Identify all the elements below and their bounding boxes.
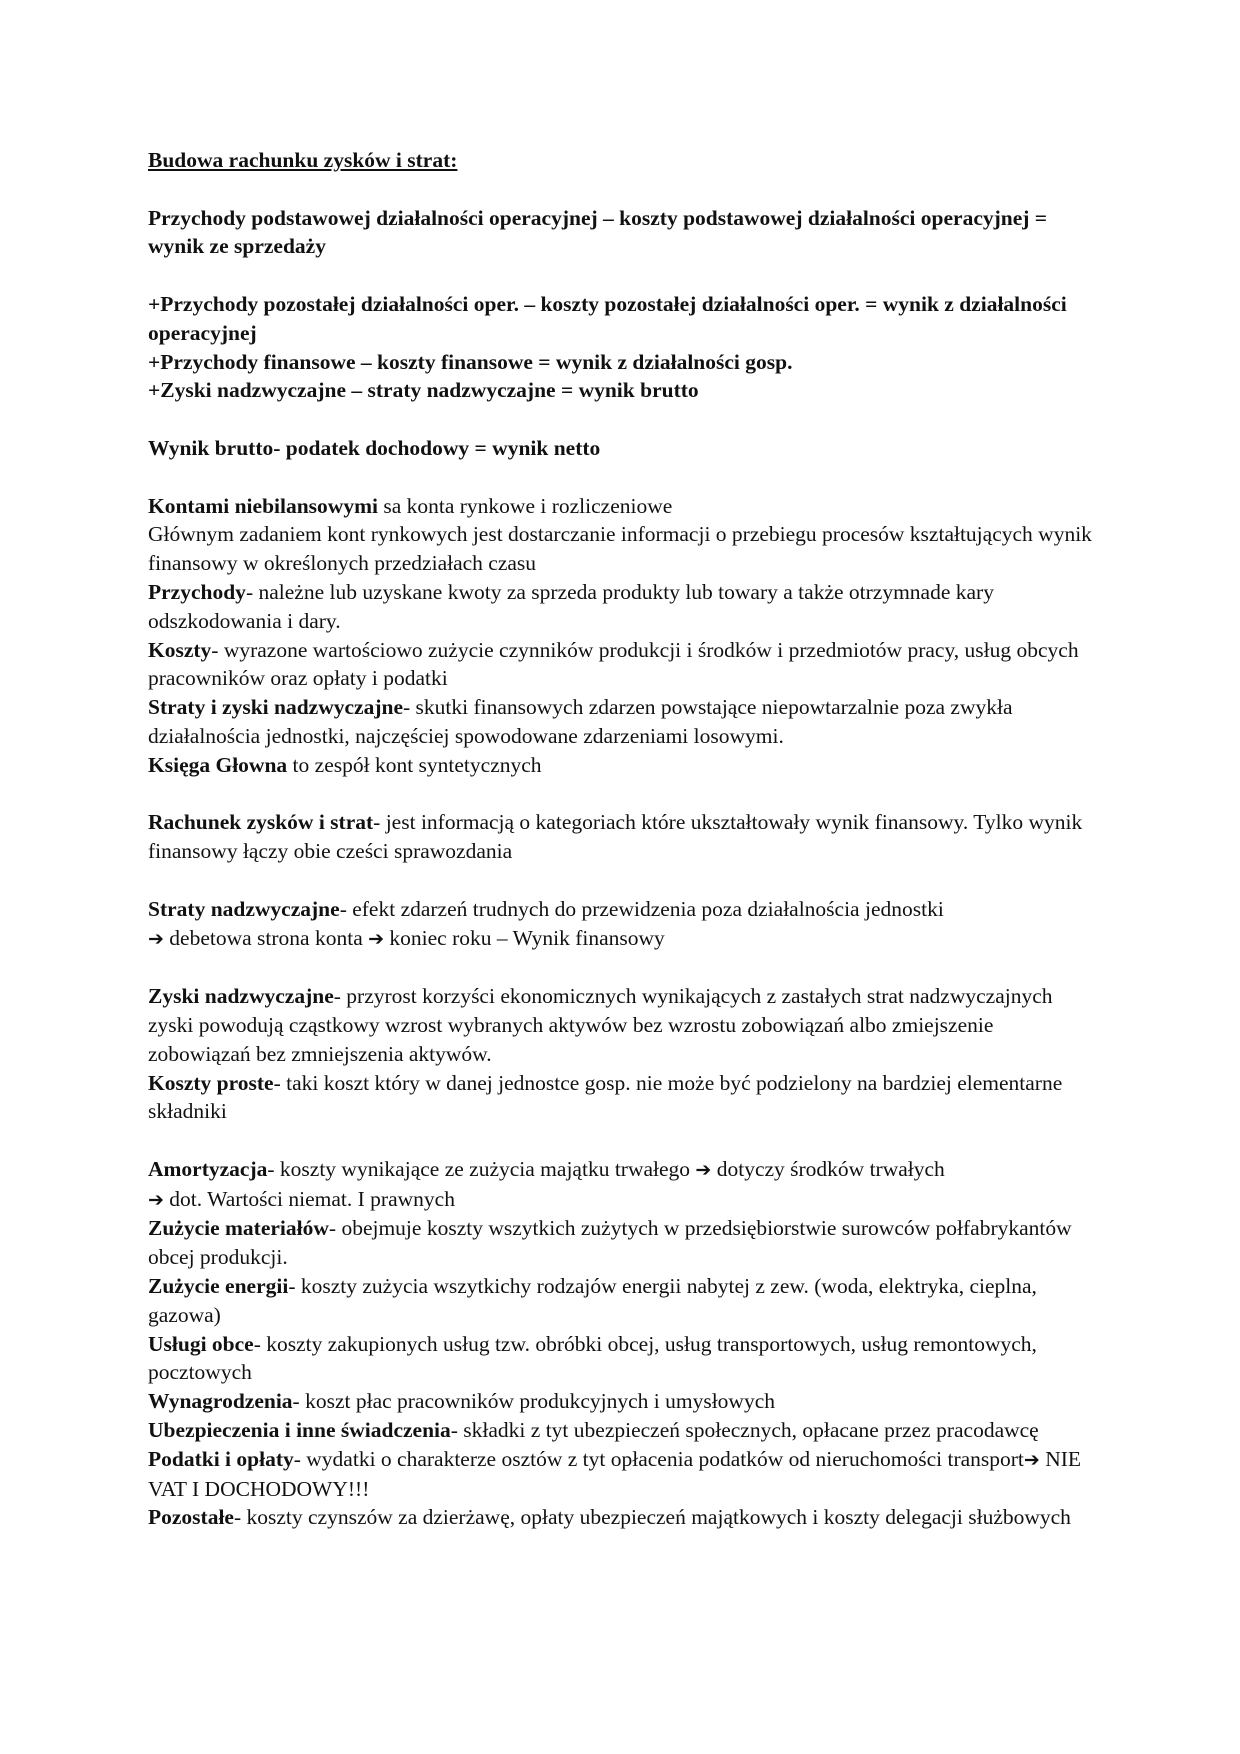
arrow-right-icon: ➔: [1023, 1448, 1040, 1471]
def-ubezpieczenia: [148, 1416, 1098, 1445]
term: Koszty proste: [148, 1070, 274, 1095]
def-koszty: [148, 636, 1098, 694]
def-amortyzacja: [148, 1155, 1098, 1185]
formula-operating-result: +Przychody pozostałej działalności oper. – koszty pozostałej działalności oper. = wynik z działalności operacyjnej: [148, 291, 1067, 345]
flow-text: dotyczy środków trwałych: [711, 1156, 945, 1181]
def-ksiega-glowna: [148, 751, 1098, 780]
definition: - wydatki o charakterze osztów z tyt opłacenia podatków od nieruchomości transport: [293, 1446, 1024, 1471]
def-przychody: [148, 578, 1098, 636]
def-zuzycie-energii: [148, 1272, 1098, 1330]
definition: - koszty zakupionych usług tzw. obróbki obcej, usług transportowych, usług remontowych, pocztowych: [148, 1331, 1037, 1385]
definition: - obejmuje koszty wszytkich zużytych w przedsiębiorstwie surowców połfabrykantów obcej produkcji.: [148, 1216, 1072, 1270]
arrow-right-icon: ➔: [148, 927, 164, 950]
def-glownym-zadaniem: Głównym zadaniem kont rynkowych jest dostarczanie informacji o przebiegu procesów kształtujących wynik finansowy w określonych przedziałach czasu: [148, 522, 1092, 576]
term: Ubezpieczenia i inne świadczenia: [148, 1418, 451, 1443]
definition: - skutki finansowych zdarzen powstające niepowtarzalnie poza zwykła działalnościa jednostki, najczęściej spowodowane zdarzeniami losowymi.: [148, 695, 1013, 748]
term: Zużycie materiałów: [148, 1216, 329, 1241]
amortyzacja-flow: [148, 1185, 1098, 1215]
definition: - koszty zużycia wszytkichy rodzajów energii nabytej z zew. (woda, elektryka, cieplna, gazowa): [148, 1274, 1037, 1327]
flow-text: NIE VAT I DOCHODOWY!!!: [148, 1446, 1082, 1501]
definition: - wyrazone wartościowo zużycie czynników produkcji i środków i przedmiotów pracy, usług obcych pracowników oraz opłaty i podatki: [148, 637, 1079, 691]
def-podatki-i-oplaty: [148, 1445, 1098, 1504]
arrow-right-icon: ➔: [368, 927, 385, 950]
definition: - koszty wynikające ze zużycia majątku trwałego: [267, 1156, 696, 1181]
term: Usługi obce: [148, 1331, 254, 1356]
formula-net-result: Wynik brutto- podatek dochodowy = wynik netto: [148, 435, 601, 460]
formula-gross-result: +Zyski nadzwyczajne – straty nadzwyczajne = wynik brutto: [148, 378, 699, 403]
term: Pozostałe: [148, 1505, 234, 1530]
flow-text: debetowa strona konta: [163, 925, 369, 950]
def-uslugi-obce: [148, 1330, 1098, 1388]
term: Kontami niebilansowymi: [148, 493, 378, 518]
definition: - koszty czynszów za dzierżawę, opłaty ubezpieczeń majątkowych i koszty delegacji służbowych: [233, 1505, 1071, 1530]
definition: - przyrost korzyści ekonomicznych wynikających z zastałych strat nadzwyczajnych zyski powodują cząstkowy wzrost wybranych aktywów bez wzrostu zobowiązań albo zmiejszenie zobowiązań bez zmniejszenia aktywów.: [148, 984, 1053, 1066]
term: Straty nadzwyczajne: [148, 896, 340, 921]
def-wynagrodzenia: [148, 1387, 1098, 1416]
term: Zyski nadzwyczajne: [148, 984, 334, 1009]
definition: - jest informacją o kategoriach które ukształtowały wynik finansowy. Tylko wynik finansowy łączy obie cześci sprawozdania: [148, 810, 1083, 864]
definition: - składki z tyt ubezpieczeń społecznych, opłacane przez pracodawcę: [450, 1418, 1039, 1443]
definition: - koszt płac pracowników produkcyjnych i umysłowych: [292, 1389, 775, 1414]
def-kontami-niebilansowymi: [148, 492, 1098, 521]
term: Przychody: [148, 579, 246, 604]
definition: to zespół kont syntetycznych: [287, 752, 542, 777]
term: Podatki i opłaty: [148, 1446, 294, 1471]
def-pozostale: [148, 1503, 1098, 1532]
document-page: [148, 146, 1098, 1532]
arrow-right-icon: ➔: [695, 1158, 712, 1181]
term: Straty i zyski nadzwyczajne: [148, 695, 403, 720]
flow-text: dot. Wartości niemat. I prawnych: [163, 1186, 455, 1211]
def-straty-i-zyski: [148, 693, 1098, 751]
term: Wynagrodzenia: [148, 1389, 293, 1414]
definition: - taki koszt który w danej jednostce gosp. nie może być podzielony na bardziej elementarne składniki: [148, 1070, 1063, 1124]
definition: sa konta rynkowe i rozliczeniowe: [377, 493, 673, 518]
arrow-right-icon: ➔: [148, 1188, 164, 1211]
term: Amortyzacja: [148, 1156, 268, 1181]
definition: - efekt zdarzeń trudnych do przewidzenia poza działalnościa jednostki: [339, 896, 944, 921]
formula-sales-result: Przychody podstawowej działalności operacyjnej – koszty podstawowej działalności operacyjnej = wynik ze sprzedaży: [148, 205, 1048, 259]
def-zuzycie-materialow: [148, 1214, 1098, 1272]
term: Koszty: [148, 637, 212, 662]
straty-flow: [148, 924, 1098, 954]
def-zyski-nadzwyczajne: [148, 982, 1098, 1068]
term: Rachunek zysków i strat: [148, 810, 374, 835]
formula-business-result: +Przychody finansowe – koszty finansowe = wynik z działalności gosp.: [148, 349, 793, 374]
document-title: Budowa rachunku zysków i strat:: [148, 148, 458, 172]
definition: - należne lub uzyskane kwoty za sprzeda produkty lub towary a także otrzymnade kary odszkodowania i dary.: [148, 579, 994, 633]
def-rachunek-zyskow: [148, 808, 1098, 866]
flow-text: koniec roku – Wynik finansowy: [384, 925, 665, 950]
def-straty-nadzwyczajne: [148, 895, 1098, 924]
term: Księga Głowna: [148, 752, 288, 777]
term: Zużycie energii: [148, 1274, 289, 1299]
def-koszty-proste: [148, 1069, 1098, 1127]
